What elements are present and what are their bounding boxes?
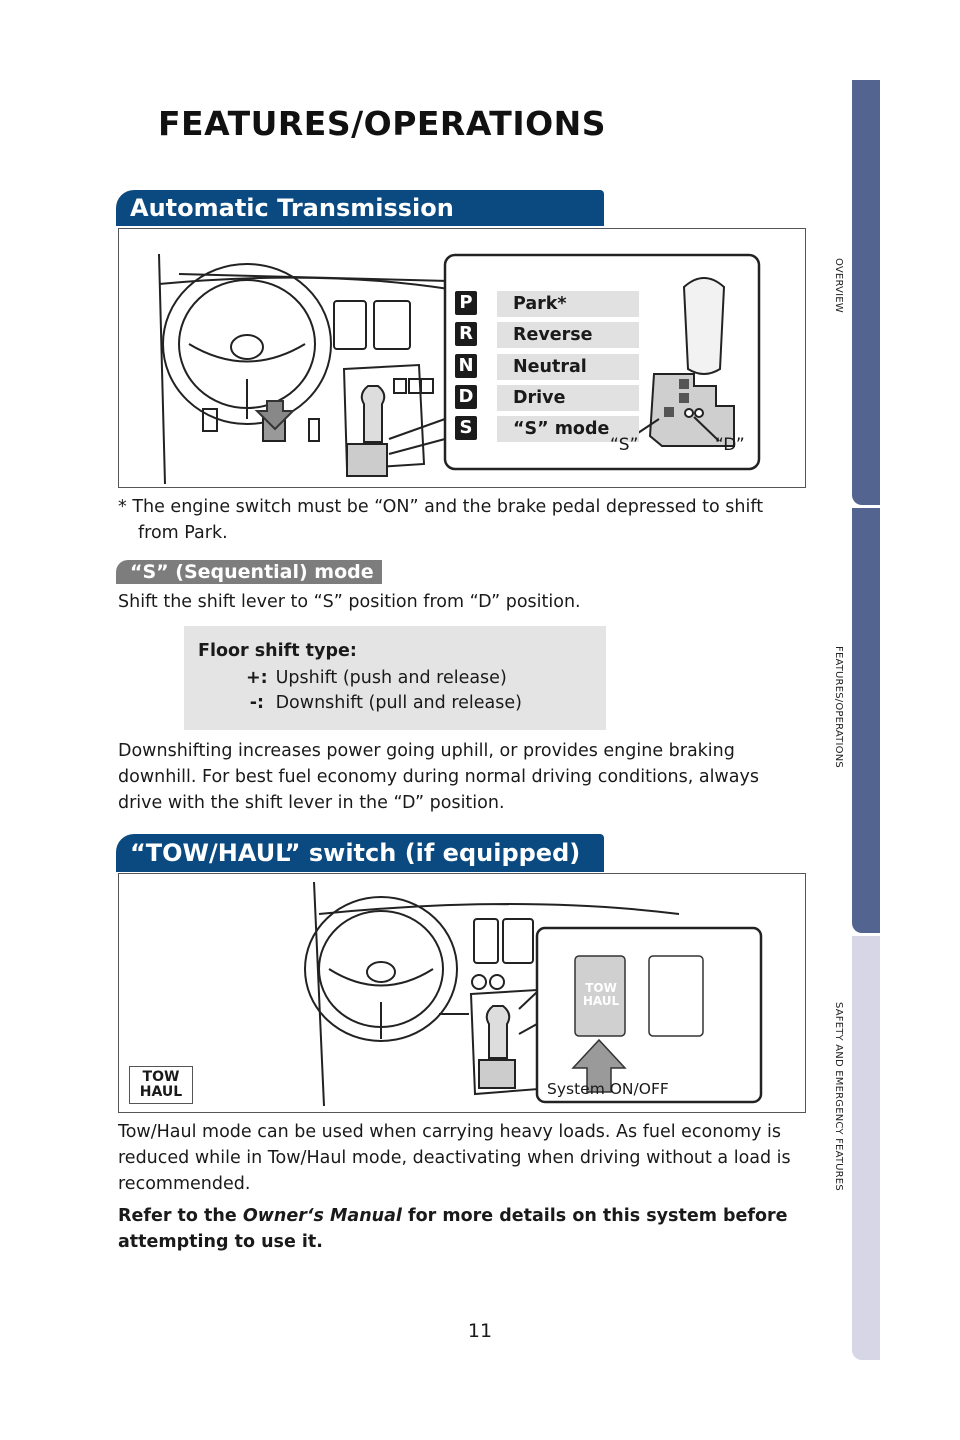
button-line: TOW — [585, 981, 617, 995]
section-heading-tow-haul: “TOW/HAUL” switch (if equipped) — [116, 834, 604, 872]
footnote-line: * The engine switch must be “ON” and the brake pedal depressed to shift — [118, 497, 764, 517]
side-label-features: FEATURES/OPERATIONS — [833, 646, 844, 768]
side-label-safety: SAFETY AND EMERGENCY FEATURES — [833, 1002, 844, 1191]
gear-label: Park* — [497, 291, 639, 317]
tow-haul-button-label — [577, 982, 625, 1008]
button-line: HAUL — [582, 994, 620, 1008]
owners-manual-reference: Owner‘s Manual — [242, 1206, 402, 1226]
plus-icon: +: — [246, 668, 268, 688]
downshift-paragraph: Downshifting increases power going uphill, or provides engine braking downhill. For best fuel economy during normal driving conditions, always drive with the shift lever in the “D” position. — [118, 741, 759, 813]
gear-label: “S” mode — [497, 416, 639, 442]
gear-label: Neutral — [497, 354, 639, 380]
footnote-line: from Park. — [138, 523, 228, 543]
floor-shift-title: Floor shift type: — [198, 641, 357, 661]
gear-letter-icon: N — [455, 354, 477, 378]
s-position-label: “S” — [610, 435, 639, 455]
cockpit-illustration — [119, 874, 805, 1112]
system-on-off-label: System ON/OFF — [547, 1080, 669, 1098]
floor-shift-info-box — [184, 626, 606, 730]
automatic-transmission-figure — [118, 228, 806, 488]
gear-list — [455, 291, 715, 451]
minus-icon: -: — [249, 693, 264, 713]
gear-label: Drive — [497, 385, 639, 411]
downshift-row — [246, 693, 522, 713]
section-heading-automatic-transmission: Automatic Transmission — [116, 190, 604, 226]
upshift-row — [246, 668, 507, 688]
side-label-overview: OVERVIEW — [833, 258, 844, 313]
footnote — [118, 494, 800, 546]
page-number: 11 — [467, 1320, 493, 1342]
gear-letter-icon: P — [455, 291, 477, 315]
page-title: FEATURES/OPERATIONS — [158, 104, 607, 143]
badge-line: HAUL — [139, 1084, 183, 1100]
s-mode-intro: Shift the shift lever to “S” position from “D” position. — [118, 592, 581, 612]
tow-haul-paragraph: Tow/Haul mode can be used when carrying heavy loads. As fuel economy is reduced while in Tow/Haul mode, deactivating when driving without a load is recommended. — [118, 1122, 791, 1194]
refer-paragraph — [118, 1203, 808, 1255]
refer-suffix: for more details on this system before attempting to use it. — [118, 1206, 788, 1252]
tow-haul-figure — [118, 873, 806, 1113]
upshift-text: Upshift (push and release) — [275, 668, 507, 688]
subsection-heading-s-mode: “S” (Sequential) mode — [116, 560, 382, 584]
downshift-text: Downshift (pull and release) — [275, 693, 522, 713]
gear-letter-icon: S — [455, 416, 477, 440]
side-tab-features[interactable] — [852, 508, 880, 933]
refer-prefix: Refer to the — [118, 1206, 243, 1226]
gear-letter-icon: D — [455, 385, 477, 409]
badge-line: TOW — [142, 1069, 180, 1085]
side-tab-overview[interactable] — [852, 80, 880, 505]
gear-label: Reverse — [497, 322, 639, 348]
d-position-label: “D” — [715, 435, 745, 455]
gear-letter-icon: R — [455, 322, 477, 346]
side-tab-safety[interactable] — [852, 936, 880, 1360]
tow-haul-badge — [129, 1066, 193, 1104]
